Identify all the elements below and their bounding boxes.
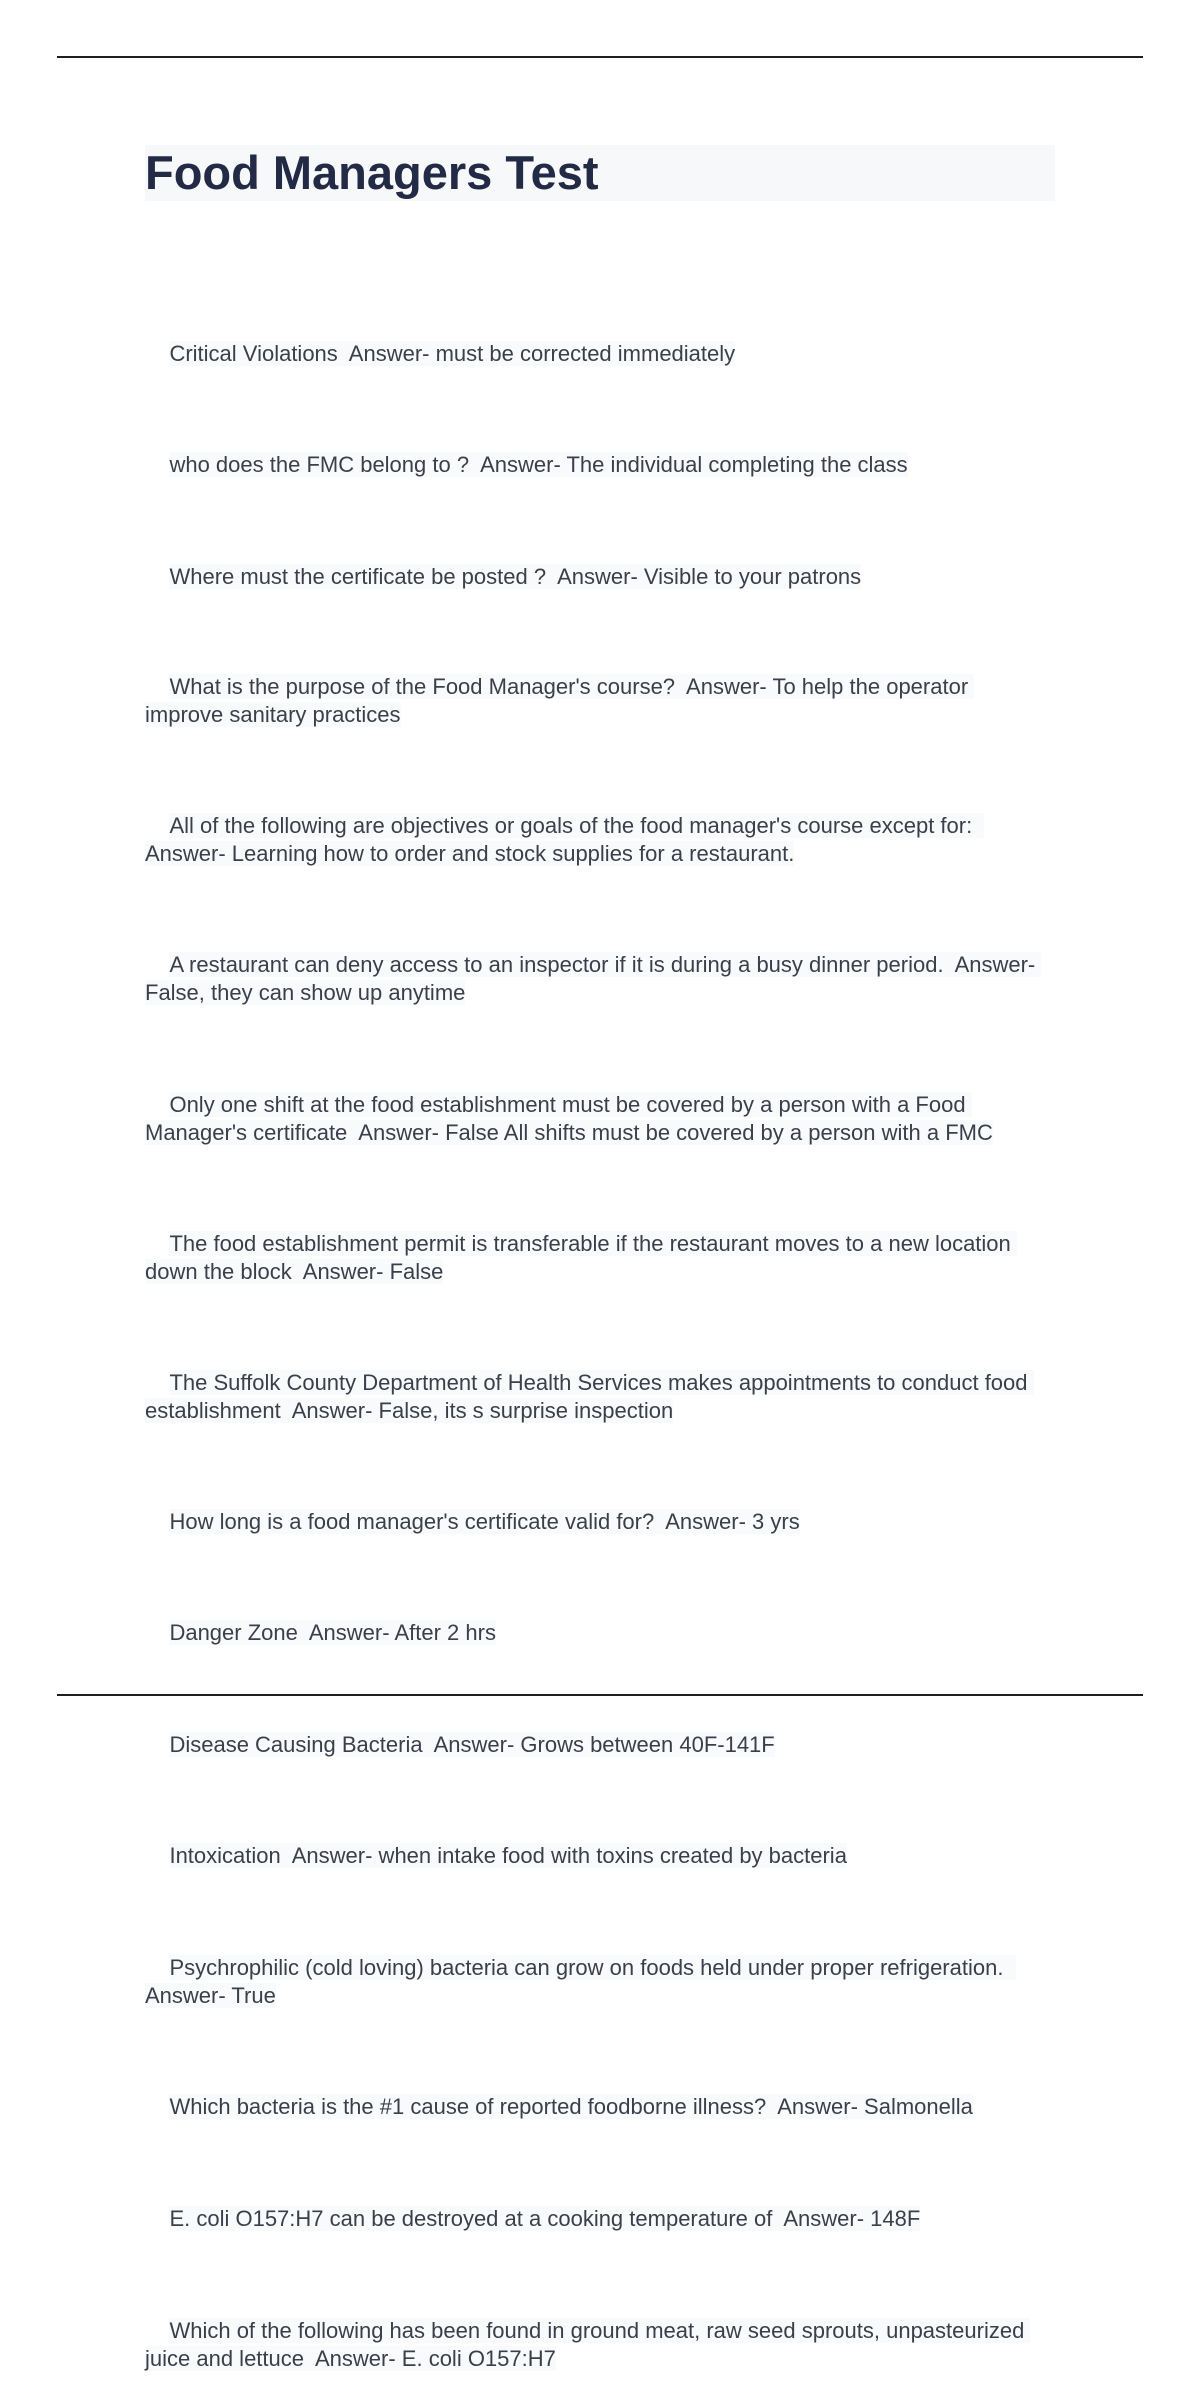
qa-text: The Suffolk County Department of Health Services makes appointments to conduct food establishment Answer- False, its s surprise inspection	[145, 1370, 1034, 1423]
page-title: Food Managers Test	[145, 146, 599, 199]
qa-item	[145, 1591, 1045, 1675]
qa-item	[145, 1926, 1045, 2038]
qa-text: How long is a food manager's certificate valid for? Answer- 3 yrs	[169, 1509, 800, 1534]
qa-list	[145, 312, 1045, 2401]
qa-item	[145, 645, 1045, 757]
qa-text: Which of the following has been found in ground meat, raw seed sprouts, unpasteurized juice and lettuce Answer- E. coli O157:H7	[145, 2318, 1031, 2371]
qa-item	[145, 1063, 1045, 1175]
qa-item	[145, 1341, 1045, 1453]
qa-item	[145, 2065, 1045, 2149]
qa-text: All of the following are objectives or goals of the food manager's course except for: Answer- Learning how to order and stock supplies for a restaurant.	[145, 813, 985, 866]
qa-item	[145, 2177, 1045, 2261]
qa-item	[145, 423, 1045, 507]
qa-text: who does the FMC belong to ? Answer- The individual completing the class	[169, 452, 908, 477]
qa-item	[145, 1814, 1045, 1898]
qa-text: A restaurant can deny access to an inspector if it is during a busy dinner period. Answer- False, they can show up anytime	[145, 952, 1042, 1005]
qa-text: E. coli O157:H7 can be destroyed at a cooking temperature of Answer- 148F	[169, 2206, 921, 2231]
qa-item	[145, 784, 1045, 896]
qa-item	[145, 1703, 1045, 1787]
qa-text: Where must the certificate be posted ? Answer- Visible to your patrons	[169, 564, 862, 589]
qa-text: Which bacteria is the #1 cause of reported foodborne illness? Answer- Salmonella	[169, 2094, 973, 2119]
qa-text: Disease Causing Bacteria Answer- Grows between 40F-141F	[169, 1732, 775, 1757]
qa-text: The food establishment permit is transferable if the restaurant moves to a new location down the block Answer- False	[145, 1231, 1017, 1284]
qa-text: Only one shift at the food establishment must be covered by a person with a Food Manager's certificate Answer- False All shifts must be covered by a person with a FMC	[145, 1092, 993, 1145]
qa-text: Critical Violations Answer- must be corrected immediately	[169, 341, 736, 366]
qa-item	[145, 1480, 1045, 1564]
qa-item	[145, 1202, 1045, 1314]
qa-item	[145, 312, 1045, 396]
qa-item	[145, 923, 1045, 1035]
qa-text: Psychrophilic (cold loving) bacteria can grow on foods held under proper refrigeration. Answer- True	[145, 1955, 1016, 2008]
qa-text: What is the purpose of the Food Manager's course? Answer- To help the operator improve sanitary practices	[145, 674, 975, 727]
qa-text: Danger Zone Answer- After 2 hrs	[169, 1620, 496, 1645]
top-rule	[57, 56, 1143, 58]
qa-text: Intoxication Answer- when intake food with toxins created by bacteria	[169, 1843, 847, 1868]
qa-item	[145, 535, 1045, 619]
bottom-rule	[57, 1694, 1143, 1696]
qa-item	[145, 2289, 1045, 2401]
